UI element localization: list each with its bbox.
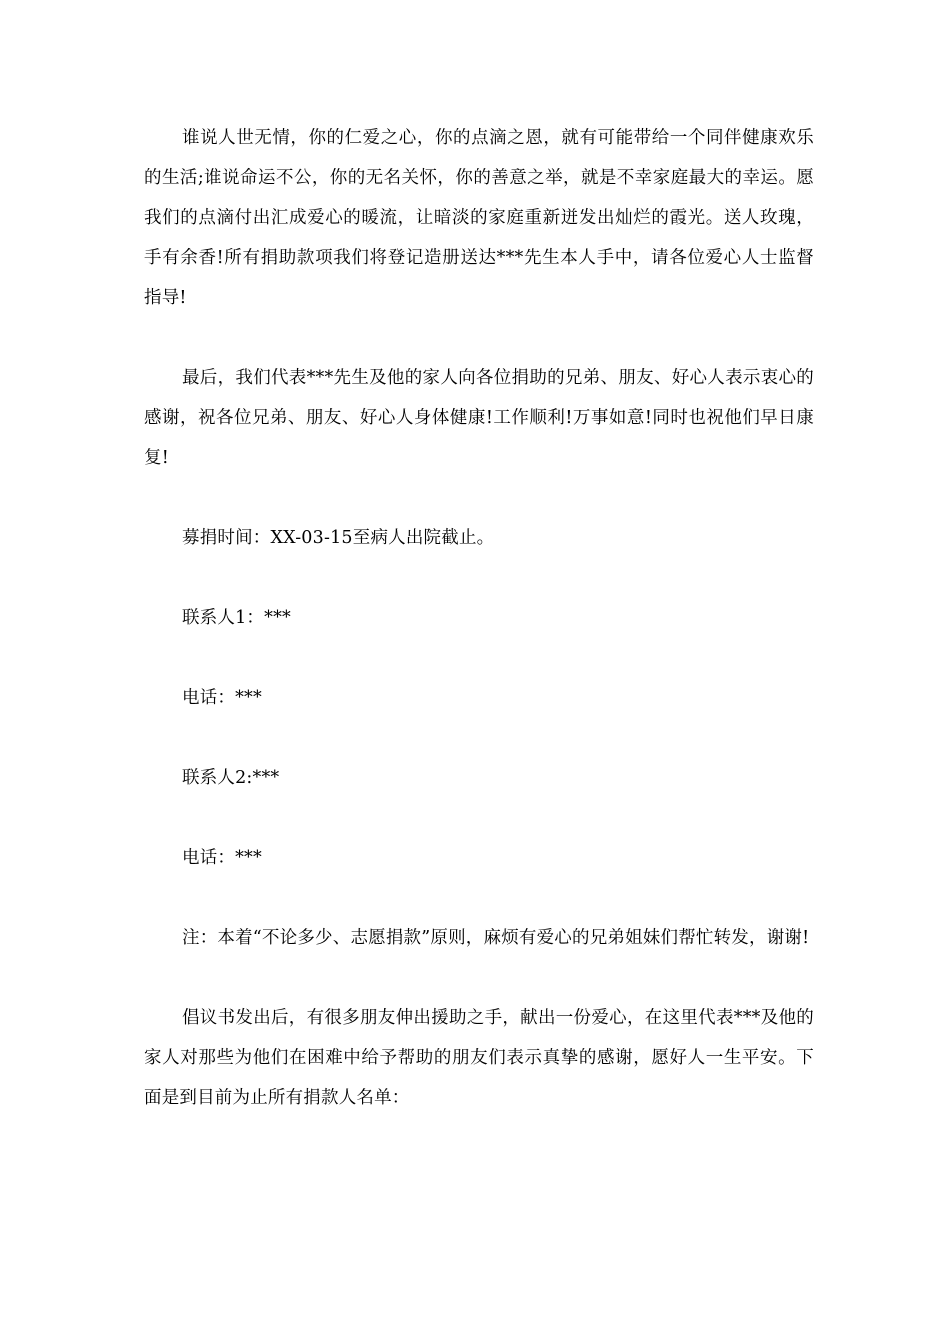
- paragraph-note: 注：本着“不论多少、志愿捐款”原则，麻烦有爱心的兄弟姐妹们帮忙转发，谢谢!: [182, 928, 810, 948]
- document-body: [144, 118, 814, 1158]
- paragraph-phone-2: 电话：***: [182, 848, 262, 868]
- paragraph-appeal: 谁说人世无情，你的仁爱之心，你的点滴之恩，就有可能带给一个同伴健康欢乐的生活;谁说命运不公，你的无名关怀，你的善意之举，就是不幸家庭最大的幸运。愿我们的点滴付出汇成爱心的暖流，让暗淡的家庭重新迸发出灿烂的霞光。送人玫瑰，手有余香!所有捐助款项我们将登记造册送达***先生本人手中，请各位爱心人士监督指导!: [144, 128, 814, 308]
- paragraph-contact-2: 联系人2:***: [182, 768, 280, 788]
- paragraph-thanks: 最后，我们代表***先生及他的家人向各位捐助的兄弟、朋友、好心人表示衷心的感谢，祝各位兄弟、朋友、好心人身体健康!工作顺利!万事如意!同时也祝他们早日康复!: [144, 368, 814, 468]
- paragraph-donation-period: 募捐时间：XX-03-15至病人出院截止。: [182, 528, 495, 548]
- paragraph-donor-intro: 倡议书发出后，有很多朋友伸出援助之手，献出一份爱心，在这里代表***及他的家人对那些为他们在困难中给予帮助的朋友们表示真挚的感谢，愿好人一生平安。下面是到目前为止所有捐款人名单：: [144, 1008, 814, 1108]
- paragraph-contact-1: 联系人1：***: [182, 608, 291, 628]
- paragraph-phone-1: 电话：***: [182, 688, 262, 708]
